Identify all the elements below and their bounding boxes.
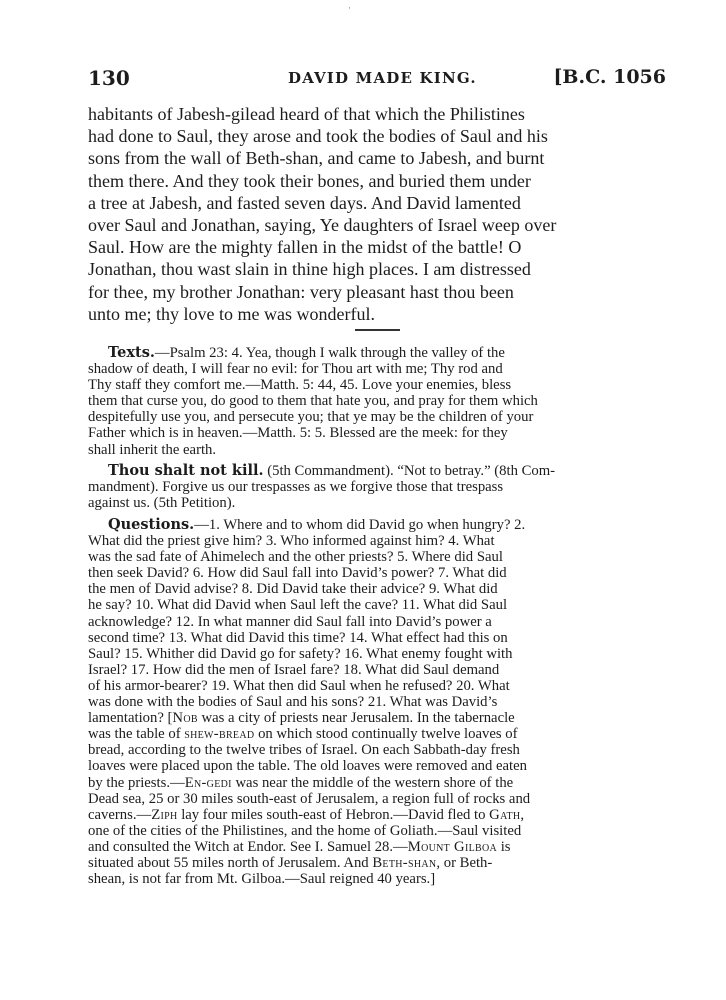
notes-text: is [497, 838, 511, 855]
narrative-line: sons from the wall of Beth-shan, and came to Jabesh, and burnt [88, 148, 545, 169]
place-name: Gath [489, 806, 521, 823]
questions-line: was the sad fate of Ahimelech and the other priests? 5. Where did Saul [88, 549, 503, 566]
page-number: 130 [88, 66, 130, 90]
running-title: DAVID MADE KING. [288, 69, 477, 87]
notes-line [88, 807, 668, 823]
questions-first-line: —1. Where and to whom did David go when hungry? 2. [194, 517, 526, 533]
narrative-line: Saul. How are the mighty fallen in the midst of the battle! O [88, 237, 522, 258]
narrative-line: habitants of Jabesh-gilead heard of that which the Philistines [88, 104, 525, 124]
commandment-line: mandment). Forgive us our trespasses as we forgive those that trespass [88, 479, 504, 496]
texts-line: them that curse you, do good to them that hate you, and pray for them which [88, 393, 538, 410]
narrative-line: had done to Saul, they arose and took the bodies of Saul and his [88, 126, 548, 147]
notes-text: , or Beth- [436, 854, 493, 871]
questions-line: acknowledge? 12. In what manner did Saul fall into David’s power a [88, 613, 492, 630]
questions-line: was done with the bodies of Saul and his sons? 21. What was David’s [88, 694, 498, 711]
texts-heading: Texts. [108, 344, 155, 361]
notes-line: shean, is not far from Mt. Gilboa.—Saul reigned 40 years.] [88, 871, 436, 888]
texts-first-line: —Psalm 23: 4. Yea, though I walk through the valley of the [154, 345, 505, 361]
notes-line: loaves were placed upon the table. The old loaves were removed and eaten [88, 758, 527, 775]
texts-line: Thy staff they comfort me.—Matth. 5: 44, 45. Love your enemies, bless [88, 377, 512, 394]
questions-line: What did the priest give him? 3. Who informed against him? 4. What [88, 533, 495, 550]
questions-line [88, 517, 668, 533]
notes-text: was near the middle of the western shore of the [231, 774, 514, 791]
narrative-paragraph [88, 103, 668, 325]
questions-line: the men of David advise? 8. Did David take their advice? 9. What did [88, 581, 498, 598]
notes-line [88, 710, 668, 726]
texts-line [88, 345, 668, 361]
commandment-heading: Thou shalt not kill. [108, 462, 264, 479]
questions-line: then seek David? 6. How did Saul fall into David’s power? 7. What did [88, 565, 507, 582]
place-name: Mount Gilboa [407, 838, 498, 855]
notes-line [88, 775, 668, 791]
page-speck: · [348, 4, 351, 14]
narrative-line: for thee, my brother Jonathan: very pleasant hast thou been [88, 281, 514, 302]
date-label: [B.C. 1056 [553, 66, 666, 88]
narrative-line: a tree at Jabesh, and fasted seven days. And David lamented [88, 192, 521, 213]
notes-line [88, 839, 668, 855]
texts-line: shall inherit the earth. [88, 441, 217, 458]
notes-text: was the table of [88, 726, 185, 743]
texts-line: despitefully use you, and persecute you; that ye may be the children of your [88, 409, 534, 426]
notes-text: lay four miles south-east of Hebron.—David fled to [177, 806, 490, 823]
place-name: En-gedi [184, 774, 232, 791]
notes-line: one of the cities of the Philistines, and the home of Goliath.—Saul visited [88, 822, 522, 839]
notes-text: lamentation? [ [88, 710, 173, 727]
questions-line: Israel? 17. How did the men of Israel fare? 18. What did Saul demand [88, 661, 500, 678]
notes-line [88, 855, 668, 871]
notes-line: bread, according to the twelve tribes of Israel. On each Sabbath-day fresh [88, 742, 520, 759]
notes-text: was a city of priests near Jerusalem. In the tabernacle [197, 710, 515, 727]
notes-text: and consulted the Witch at Endor. See I. Samuel 28.— [88, 838, 408, 855]
commandment-line: against us. (5th Petition). [88, 495, 236, 512]
narrative-line: them there. And they took their bones, and buried them under [88, 170, 531, 191]
term-name: shew-bread [184, 726, 255, 743]
narrative-line: over Saul and Jonathan, saying, Ye daughters of Israel weep over [88, 215, 557, 236]
page-header [88, 66, 666, 92]
place-name: Beth-shan [372, 854, 437, 871]
notes-text: caverns.— [88, 806, 152, 823]
notes-text: situated about 55 miles north of Jerusalem. And [88, 854, 373, 871]
texts-line: Father which is in heaven.—Matth. 5: 5. Blessed are the meek: for they [88, 425, 508, 442]
place-name: Ziph [151, 806, 178, 823]
questions-line: second time? 13. What did David this time? 14. What effect had this on [88, 629, 508, 646]
questions-line: of his armor-bearer? 19. What then did Saul when he refused? 20. What [88, 677, 510, 694]
notes-text: by the priests.— [88, 774, 185, 791]
texts-line: shadow of death, I will fear no evil: for Thou art with me; Thy rod and [88, 361, 503, 378]
section-divider [355, 329, 400, 331]
texts-section [88, 345, 668, 458]
commandment-line [88, 463, 668, 479]
place-name: Nob [172, 710, 198, 727]
narrative-line: Jonathan, thou wast slain in thine high places. I am distressed [88, 259, 531, 280]
questions-line: Saul? 15. Whither did David go for safety? 16. What enemy fought with [88, 645, 513, 662]
questions-heading: Questions. [108, 516, 195, 533]
commandment-section [88, 463, 668, 511]
notes-line: Dead sea, 25 or 30 miles south-east of Jerusalem, a region full of rocks and [88, 790, 531, 807]
notes-line [88, 726, 668, 742]
narrative-line: unto me; thy love to me was wonderful. [88, 303, 375, 324]
notes-text: on which stood continually twelve loaves of [254, 726, 518, 743]
notes-text: , [520, 806, 525, 823]
commandment-first-line: (5th Commandment). “Not to betray.” (8th Com- [263, 463, 556, 479]
questions-section [88, 517, 668, 887]
questions-line: he say? 10. What did David when Saul left the cave? 11. What did Saul [88, 597, 508, 614]
